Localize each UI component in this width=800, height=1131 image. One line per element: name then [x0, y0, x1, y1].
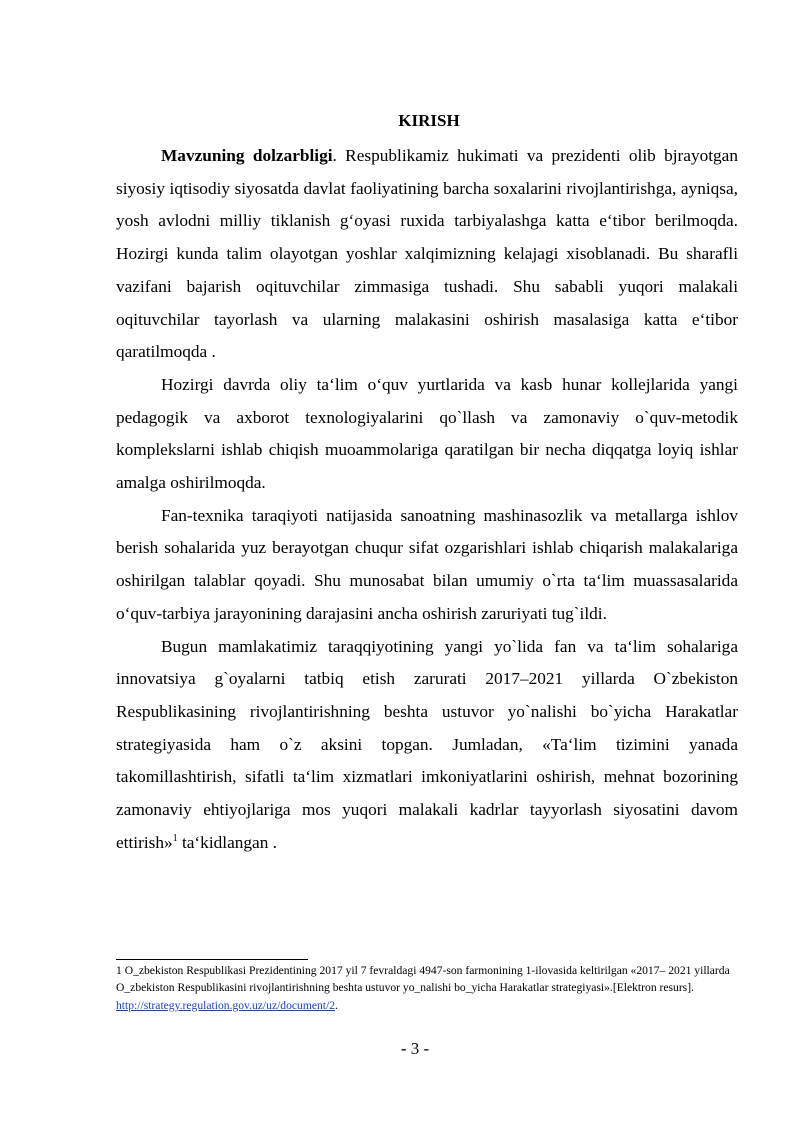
section-heading: KIRISH — [398, 111, 460, 130]
relevance-heading: Mavzuning dolzarbligi — [161, 146, 333, 165]
page-number: - 3 - — [400, 1039, 430, 1058]
paragraph-relevance-text: . Respublikamiz hukimati va prezidenti olib bjrayotgan siyosiy iqtisodiy siyosatda davlat faoliyatining barcha soxalarini rivojlantirishga, ayniqsa, yosh avlodni milliy tiklanish g‘oyasi ruxida tarbiyalashga katta e‘tibor berilmoqda. Hozirgi kunda talim olayotgan yoshlar xalqimizning kelajagi xisoblanadi. Bu sharafli vazifani bajarish oqituvchilar zimmasiga tushadi. Shu sababli yuqori malakali oqituvchilar tayorlash va ularning malakasini oshirish masalasiga katta e‘tibor qaratilmoqda . — [116, 146, 738, 362]
footnote-reference[interactable]: 1 — [172, 833, 178, 844]
footnote-separator — [116, 959, 308, 960]
footnote — [116, 962, 738, 1014]
paragraph-strategy — [116, 631, 738, 860]
paragraph-higher-education: Hozirgi davrda oliy ta‘lim o‘quv yurtlarida va kasb hunar kollejlarida yangi pedagogik va axborot texnologiyalarini qo`llash va zamonaviy o`quv-metodik komplekslarni ishlab chiqish muoammolariga qaratilgan bir necha diqqatga loyiq ishlar amalga oshirilmoqda. — [116, 374, 738, 493]
paragraph-strategy-end: ta‘kidlangan . — [177, 832, 277, 852]
paragraph-strategy-text: Bugun mamlakatimiz taraqqiyotining yangi yo`lida fan va ta‘lim sohalariga innovatsiya g`oyalarni tatbiq etish zarurati 2017–2021 yillarda O`zbekiston Respublikasining rivojlantirishning beshta ustuvor yo`nalishi bo`yicha Harakatlar strategiyasida ham o`z aksini topgan. Jumladan, «Ta‘lim tizimini yanada takomillashtirish, sifatli ta‘lim xizmatlari imkoniyatlarini oshirish, mehnat bozorining zamonaviy ehtiyojlariga mos yuqori malakali kadrlar tayyorlash siyosatini davom ettirish» — [116, 636, 738, 852]
footnote-link-end: . — [335, 998, 338, 1012]
footnote-link[interactable]: http://strategy.regulation.gov.uz/uz/document/2 — [116, 998, 336, 1012]
paragraph-science-technology: Fan-texnika taraqiyoti natijasida sanoatning mashinasozlik va metallarga ishlov berish sohalarida yuz berayotgan chuqur sifat ozgarishlari ishlab chiqarish malakalariga oshirilgan talablar qoyadi. Shu munosabat bilan umumiy o`rta ta‘lim muassasalarida o‘quv-tarbiya jarayonining darajasini ancha oshirish zaruriyati tug`ildi. — [116, 505, 738, 623]
footnote-text: 1 O_zbekiston Respublikasi Prezidentining 2017 yil 7 fevraldagi 4947-son farmonining 1-ilovasida keltirilgan «2017– 2021 yillarda O_zbekiston Respublikasini rivojlantirishning beshta ustuvor yo_nalishi bo_yicha Harakatlar strategiyasi».[Elektron resurs]. — [116, 964, 730, 995]
paragraph-relevance — [116, 140, 738, 369]
body-text — [116, 140, 738, 859]
